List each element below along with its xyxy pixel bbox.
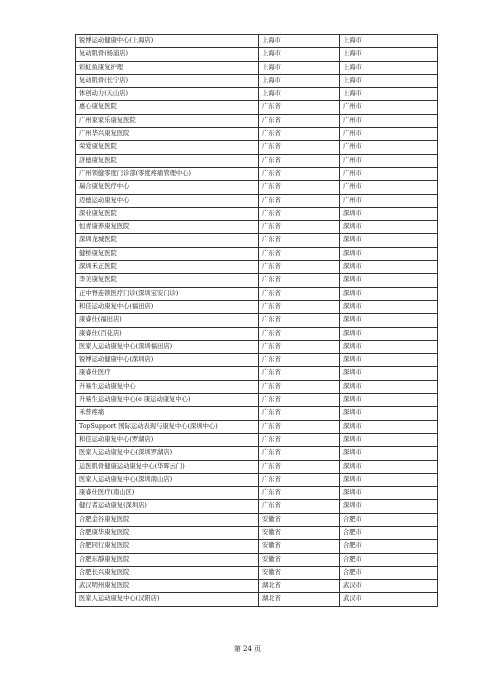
province-cell: 广东省 (259, 261, 340, 274)
province-cell: 安徽省 (259, 513, 340, 526)
city-cell: 深圳市 (340, 354, 438, 367)
institution-name-cell: 广州领健零度门诊部(零度疼痛管理中心) (76, 167, 259, 180)
province-cell: 广东省 (259, 447, 340, 460)
institution-name-cell: 惠心康复医院 (76, 101, 259, 114)
table-row (76, 128, 438, 141)
city-cell: 深圳市 (340, 447, 438, 460)
province-cell: 广东省 (259, 367, 340, 380)
province-cell: 广东省 (259, 194, 340, 207)
province-cell: 安徽省 (259, 526, 340, 539)
city-cell: 深圳市 (340, 433, 438, 446)
province-cell: 广东省 (259, 487, 340, 500)
institution-name-cell: 医家人运动康复中心(深圳罗湖店) (76, 447, 259, 460)
city-cell: 深圳市 (340, 274, 438, 287)
table-row (76, 234, 438, 247)
table-row (76, 300, 438, 313)
province-cell: 安徽省 (259, 553, 340, 566)
institution-name-cell: 医家人运动康复中心(深圳南山店) (76, 473, 259, 486)
province-cell: 上海市 (259, 35, 340, 48)
province-cell: 广东省 (259, 274, 340, 287)
table-row (76, 460, 438, 473)
province-cell: 上海市 (259, 88, 340, 101)
institution-name-cell: 运医肌骨健康运动康复中心(华晖云门) (76, 460, 259, 473)
institution-name-cell: 恒青康养康复医院 (76, 221, 259, 234)
table-row (76, 340, 438, 353)
city-cell: 合肥市 (340, 513, 438, 526)
province-cell: 广东省 (259, 354, 340, 367)
city-cell: 深圳市 (340, 300, 438, 313)
city-cell: 上海市 (340, 61, 438, 74)
institution-name-cell: 健桥康复医院 (76, 247, 259, 260)
province-cell: 广东省 (259, 433, 340, 446)
table-row (76, 580, 438, 593)
institution-name-cell: 深业康复医院 (76, 207, 259, 220)
city-cell: 深圳市 (340, 327, 438, 340)
institution-name-cell: 广州华兴康复医院 (76, 128, 259, 141)
city-cell: 合肥市 (340, 526, 438, 539)
institution-name-cell: 锐博运动健康中心(上海店) (76, 35, 259, 48)
city-cell: 深圳市 (340, 420, 438, 433)
table-row (76, 287, 438, 300)
province-cell: 广东省 (259, 141, 340, 154)
institution-name-cell: 彩虹鱼康复护理 (76, 61, 259, 74)
province-cell: 广东省 (259, 167, 340, 180)
province-cell: 广东省 (259, 500, 340, 513)
table-row (76, 61, 438, 74)
city-cell: 深圳市 (340, 473, 438, 486)
city-cell: 深圳市 (340, 340, 438, 353)
province-cell: 湖北省 (259, 580, 340, 593)
institution-name-cell: 医家人运动康复中心(汉阳店) (76, 593, 259, 606)
table-row (76, 194, 438, 207)
table-row (76, 114, 438, 127)
province-cell: 广东省 (259, 394, 340, 407)
city-cell: 深圳市 (340, 394, 438, 407)
institution-name-cell: 合肥长兴康复医院 (76, 566, 259, 579)
city-cell: 广州市 (340, 154, 438, 167)
table-row (76, 35, 438, 48)
institution-name-cell: 荣爱康复医院 (76, 141, 259, 154)
city-cell: 上海市 (340, 48, 438, 61)
institution-name-cell: 李美康复医院 (76, 274, 259, 287)
institution-name-cell: 复动肌骨(杨浦店) (76, 48, 259, 61)
city-cell: 深圳市 (340, 367, 438, 380)
institution-name-cell: 深圳禾正医院 (76, 261, 259, 274)
institution-table-body (76, 35, 438, 607)
province-cell: 上海市 (259, 61, 340, 74)
table-row (76, 327, 438, 340)
institution-name-cell: 济德康复医院 (76, 154, 259, 167)
city-cell: 上海市 (340, 88, 438, 101)
city-cell: 合肥市 (340, 566, 438, 579)
table-row (76, 48, 438, 61)
table-row (76, 553, 438, 566)
table-row (76, 433, 438, 446)
city-cell: 深圳市 (340, 314, 438, 327)
institution-name-cell: TopSupport 国际运动表现与康复中心(深圳中心) (76, 420, 259, 433)
table-row (76, 354, 438, 367)
table-row (76, 566, 438, 579)
city-cell: 深圳市 (340, 221, 438, 234)
province-cell: 广东省 (259, 234, 340, 247)
institution-name-cell: 合肥金谷康复医院 (76, 513, 259, 526)
table-row (76, 247, 438, 260)
institution-name-cell: 广州家家乐康复医院 (76, 114, 259, 127)
city-cell: 深圳市 (340, 247, 438, 260)
table-row (76, 526, 438, 539)
city-cell: 深圳市 (340, 287, 438, 300)
province-cell: 广东省 (259, 128, 340, 141)
page-number: 第 24 页 (233, 645, 262, 653)
city-cell: 深圳市 (340, 407, 438, 420)
institution-name-cell: 迈德运动康复中心 (76, 194, 259, 207)
institution-name-cell: 康睿仕(百花店) (76, 327, 259, 340)
table-row (76, 487, 438, 500)
table-row (76, 167, 438, 180)
city-cell: 广州市 (340, 194, 438, 207)
city-cell: 深圳市 (340, 234, 438, 247)
city-cell: 深圳市 (340, 261, 438, 274)
province-cell: 广东省 (259, 247, 340, 260)
city-cell: 深圳市 (340, 207, 438, 220)
institution-name-cell: 和佳运动康复中心(福田店) (76, 300, 259, 313)
table-row (76, 261, 438, 274)
city-cell: 广州市 (340, 101, 438, 114)
institution-name-cell: 正中脊连锁医疗门诊(深圳宝安门诊) (76, 287, 259, 300)
province-cell: 安徽省 (259, 540, 340, 553)
table-row (76, 74, 438, 87)
city-cell: 深圳市 (340, 487, 438, 500)
institution-name-cell: 锐博运动健康中心(深圳店) (76, 354, 259, 367)
institution-name-cell: 瑞合康复医疗中心 (76, 181, 259, 194)
table-row (76, 181, 438, 194)
province-cell: 广东省 (259, 300, 340, 313)
city-cell: 广州市 (340, 114, 438, 127)
institution-table (75, 34, 438, 607)
table-row (76, 513, 438, 526)
table-row (76, 500, 438, 513)
table-row (76, 88, 438, 101)
province-cell: 上海市 (259, 74, 340, 87)
city-cell: 武汉市 (340, 593, 438, 606)
city-cell: 广州市 (340, 128, 438, 141)
province-cell: 广东省 (259, 221, 340, 234)
institution-name-cell: 合肥康华康复医院 (76, 526, 259, 539)
table-row (76, 367, 438, 380)
province-cell: 广东省 (259, 287, 340, 300)
city-cell: 广州市 (340, 181, 438, 194)
province-cell: 广东省 (259, 420, 340, 433)
institution-name-cell: 深圳龙城医院 (76, 234, 259, 247)
table-row (76, 394, 438, 407)
institution-name-cell: 健行者运动康复(深圳店) (76, 500, 259, 513)
institution-name-cell: 体创动力(天山店) (76, 88, 259, 101)
table-row (76, 274, 438, 287)
province-cell: 广东省 (259, 154, 340, 167)
institution-name-cell: 合肥东靜康复医院 (76, 553, 259, 566)
province-cell: 广东省 (259, 407, 340, 420)
city-cell: 合肥市 (340, 540, 438, 553)
institution-name-cell: 禾普疼痛 (76, 407, 259, 420)
institution-name-cell: 康睿仕医疗(南山区) (76, 487, 259, 500)
table-row (76, 447, 438, 460)
table-row (76, 420, 438, 433)
province-cell: 广东省 (259, 460, 340, 473)
province-cell: 广东省 (259, 101, 340, 114)
province-cell: 广东省 (259, 207, 340, 220)
province-cell: 广东省 (259, 473, 340, 486)
city-cell: 合肥市 (340, 553, 438, 566)
city-cell: 上海市 (340, 74, 438, 87)
institution-name-cell: 武汉明州康复医院 (76, 580, 259, 593)
table-row (76, 593, 438, 606)
city-cell: 武汉市 (340, 580, 438, 593)
province-cell: 广东省 (259, 380, 340, 393)
province-cell: 安徽省 (259, 566, 340, 579)
table-row (76, 141, 438, 154)
table-row (76, 207, 438, 220)
province-cell: 上海市 (259, 48, 340, 61)
institution-name-cell: 医家人运动康复中心(深圳福田店) (76, 340, 259, 353)
institution-name-cell: 复动肌骨(长宁店) (76, 74, 259, 87)
city-cell: 深圳市 (340, 380, 438, 393)
institution-name-cell: 康睿仕医疗 (76, 367, 259, 380)
province-cell: 广东省 (259, 314, 340, 327)
table-row (76, 314, 438, 327)
city-cell: 广州市 (340, 141, 438, 154)
table-row (76, 540, 438, 553)
city-cell: 深圳市 (340, 500, 438, 513)
institution-name-cell: 康睿仕(福田店) (76, 314, 259, 327)
institution-name-cell: 合肥同行康复医院 (76, 540, 259, 553)
table-row (76, 473, 438, 486)
province-cell: 广东省 (259, 327, 340, 340)
city-cell: 深圳市 (340, 460, 438, 473)
institution-name-cell: 和佳运动康复中心(罗湖店) (76, 433, 259, 446)
city-cell: 广州市 (340, 167, 438, 180)
institution-name-cell: 升易生运动康复中心 (76, 380, 259, 393)
province-cell: 广东省 (259, 114, 340, 127)
table-row (76, 380, 438, 393)
city-cell: 上海市 (340, 35, 438, 48)
province-cell: 广东省 (259, 181, 340, 194)
institution-name-cell: 升易生运动康复中心(e 康运动康复中心) (76, 394, 259, 407)
province-cell: 湖北省 (259, 593, 340, 606)
table-row (76, 221, 438, 234)
table-row (76, 154, 438, 167)
table-row (76, 407, 438, 420)
province-cell: 广东省 (259, 340, 340, 353)
table-row (76, 101, 438, 114)
